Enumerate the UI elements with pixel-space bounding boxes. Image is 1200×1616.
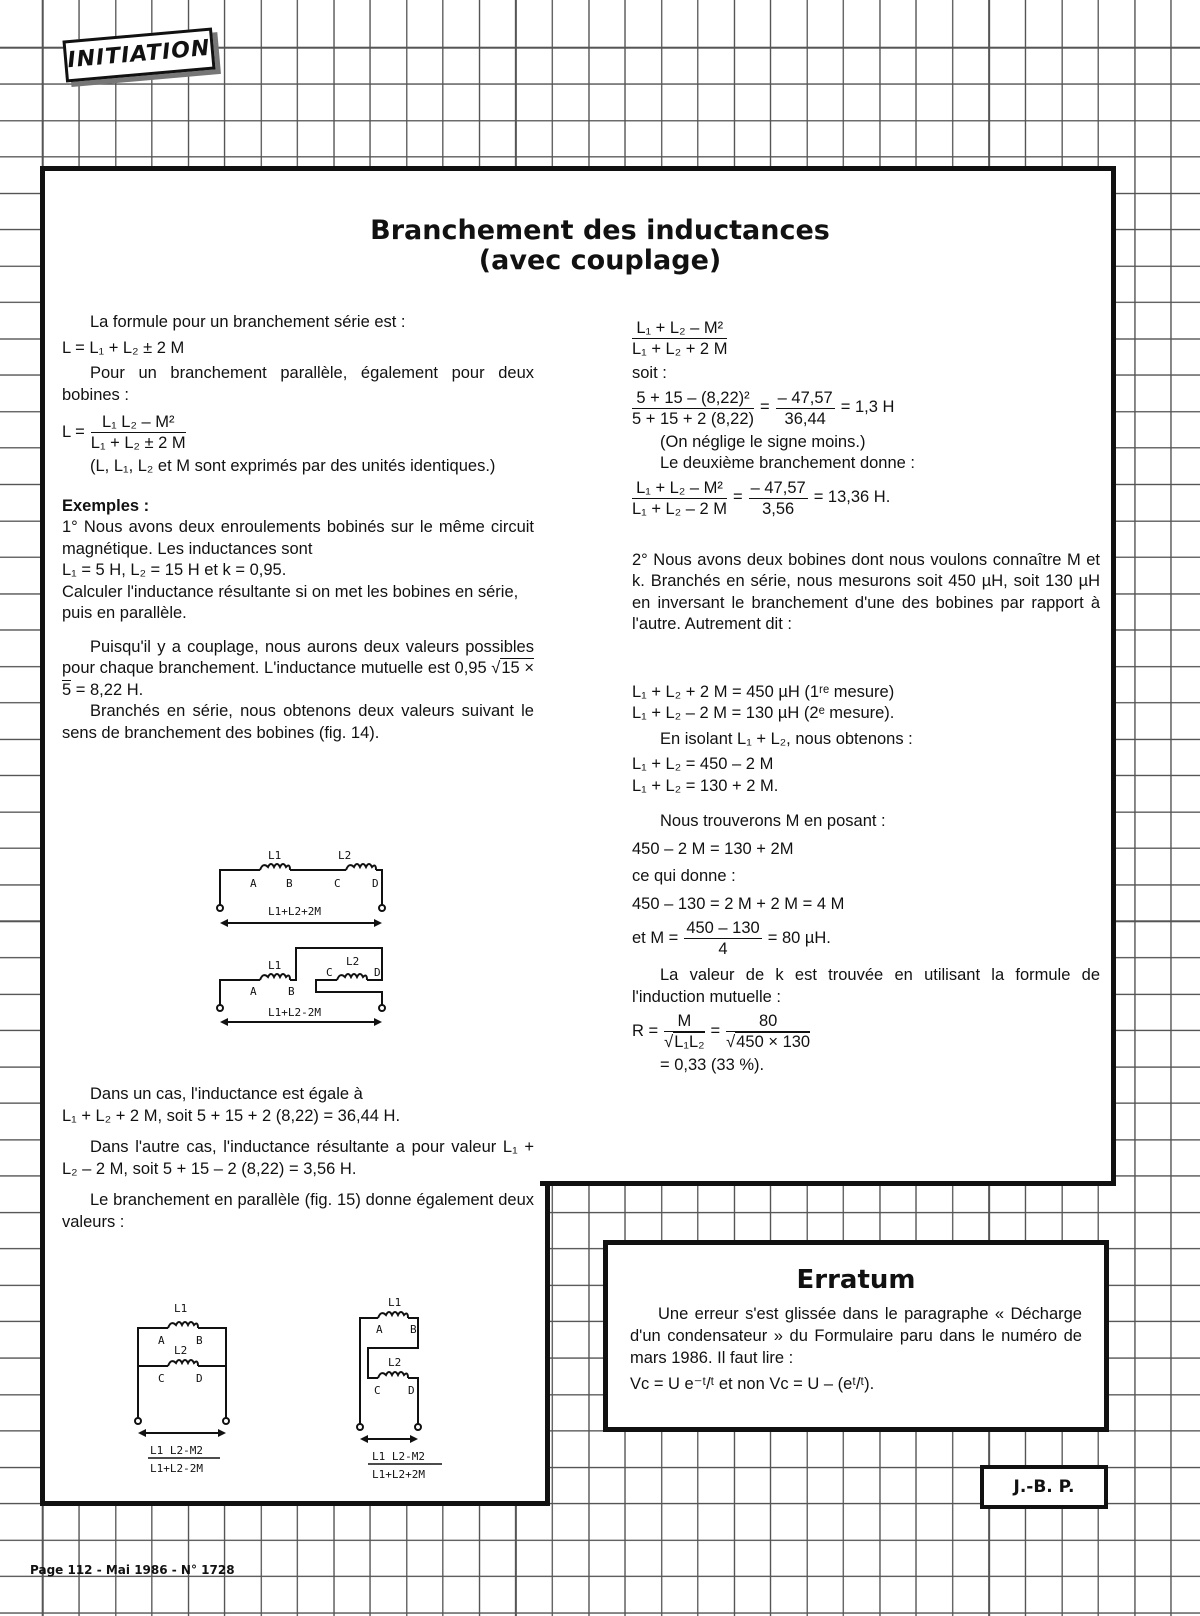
sqrt-term: 15 × 5 [62, 659, 535, 699]
fraction [664, 1011, 704, 1052]
equals: = [710, 1021, 721, 1040]
paragraph: (L, L₁, L₂ et M sont exprimés par des unités identiques.) [90, 457, 496, 475]
fraction [91, 412, 186, 453]
left-column [62, 312, 534, 744]
numerator: – 47,57 [750, 478, 806, 497]
fraction [632, 318, 727, 359]
section-badge: INITIATION [62, 28, 215, 83]
fraction [726, 1011, 810, 1052]
fraction [684, 918, 761, 959]
svg-text:D: D [374, 966, 381, 979]
numerator: L₁ + L₂ – M² [632, 478, 727, 499]
svg-text:L1+L2+2M: L1+L2+2M [372, 1468, 425, 1481]
paragraph: Le branchement en parallèle (fig. 15) donne également deux valeurs : [62, 1191, 534, 1231]
figure-14-series-circuits [210, 845, 400, 1035]
result: = 80 µH. [767, 928, 831, 947]
erratum-formula: Vc = U e⁻ᵗ/ᵗ et non Vc = U – (eᵗ/ᵗ). [630, 1375, 875, 1393]
text: soit : [632, 364, 667, 382]
denominator: √L₁L₂ [664, 1033, 705, 1051]
fraction [632, 388, 754, 429]
denominator: L₁ + L₂ – 2 M [632, 499, 727, 518]
equation-series: L = L₁ + L₂ ± 2 M [62, 338, 185, 357]
equation-parallel-1 [632, 388, 1100, 429]
fraction [776, 388, 835, 429]
erratum-text: Une erreur s'est glissée dans le paragraphe « Décharge d'un condensateur » du Formulaire paru dans le numéro de mars 1986. Il faut lire : [630, 1305, 1082, 1367]
paragraph: Dans un cas, l'inductance est égale à [90, 1085, 363, 1103]
numerator: L₁ L₂ – M² [91, 412, 186, 433]
svg-text:C: C [374, 1384, 381, 1397]
denominator: L₁ + L₂ + 2 M [632, 340, 728, 358]
measure-1: L₁ + L₂ + 2 M = 450 µH (1ʳᵉ mesure) [632, 682, 895, 701]
numerator: 80 [726, 1011, 810, 1032]
figure-15-parallel-circuits [128, 1298, 468, 1488]
equation-k [632, 1011, 1100, 1052]
sqrt-term: L₁L₂ [674, 1033, 705, 1051]
equation: L₁ + L₂ = 130 + 2 M. [632, 776, 779, 795]
numerator: M [664, 1011, 704, 1032]
svg-text:L1+L2-2M: L1+L2-2M [150, 1462, 203, 1475]
svg-text:A: A [250, 985, 257, 998]
denominator: 4 [718, 940, 728, 958]
article-title [300, 216, 900, 276]
paragraph: Branchés en série, nous obtenons deux valeurs suivant le sens de branchement des bobines (fig. 14). [62, 702, 534, 742]
paragraph-mutual: Puisqu'il y a couplage, nous aurons deux valeurs possibles pour chaque branchement. L'inductance mutuelle est 0,95 √15 × 5 = 8,22 H. [62, 637, 535, 699]
paragraph: Calculer l'inductance résultante si on met les bobines en série, puis en parallèle. [62, 582, 519, 622]
text: Nous trouverons M en posant : [660, 812, 886, 830]
svg-text:L2: L2 [174, 1344, 188, 1357]
svg-text:B: B [410, 1323, 417, 1336]
denominator: 5 + 15 + 2 (8,22) [632, 409, 755, 428]
paragraph: La formule pour un branchement série est : [90, 313, 406, 331]
measure-2: L₁ + L₂ – 2 M = 130 µH (2ᵉ mesure). [632, 704, 895, 722]
erratum-box [603, 1240, 1109, 1432]
denominator: √450 × 130 [726, 1033, 811, 1051]
result: = 0,33 (33 %). [660, 1056, 765, 1074]
paragraph: Pour un branchement parallèle, également pour deux bobines : [62, 364, 534, 404]
svg-text:C: C [334, 877, 341, 890]
equation: 450 – 130 = 2 M + 2 M = 4 M [632, 894, 845, 913]
erratum-body [608, 1303, 1104, 1395]
svg-text:A: A [250, 877, 257, 890]
title-line-2: (avec couplage) [478, 245, 722, 276]
equation-m [632, 918, 1100, 959]
panel-divider [540, 1181, 1111, 1186]
eq-lhs: et M = [632, 928, 679, 947]
svg-text:D: D [408, 1384, 415, 1397]
equation-parallel [62, 412, 534, 453]
numerator: L₁ + L₂ – M² [632, 318, 727, 339]
text: En isolant L₁ + L₂, nous obtenons : [660, 729, 913, 748]
svg-text:A: A [376, 1323, 383, 1336]
svg-text:C: C [326, 966, 333, 979]
text: Puisqu'il y a couplage, nous aurons deux valeurs possibles pour chaque branchement. L'inductance mutuelle est 0,95 [62, 637, 534, 677]
svg-text:D: D [196, 1372, 203, 1385]
text: Le deuxième branchement donne : [660, 454, 916, 472]
result: = 1,3 H [840, 398, 895, 417]
svg-text:L2: L2 [346, 955, 360, 968]
fraction [632, 478, 727, 519]
equation-parallel-2 [632, 478, 1100, 519]
text: ce qui donne : [632, 867, 736, 885]
svg-text:L1: L1 [268, 959, 282, 972]
svg-text:L1+L2-2M: L1+L2-2M [268, 1006, 321, 1019]
svg-text:B: B [196, 1334, 203, 1347]
denominator: 3,56 [762, 499, 795, 518]
svg-text:L1 L2-M2: L1 L2-M2 [150, 1444, 203, 1457]
denominator: 36,44 [784, 409, 826, 428]
result-series-plus: L₁ + L₂ + 2 M, soit 5 + 15 + 2 (8,22) = 36,44 H. [62, 1106, 401, 1125]
equals: = [760, 398, 770, 417]
paragraph: 1° Nous avons deux enroulements bobinés sur le même circuit magnétique. Les inductances sont [62, 518, 534, 558]
svg-text:A: A [158, 1334, 165, 1347]
numerator: – 47,57 [777, 388, 833, 407]
given-values: L₁ = 5 H, L₂ = 15 H et k = 0,95. [62, 561, 287, 579]
author-signature: J.-B. P. [980, 1465, 1108, 1509]
svg-text:D: D [372, 877, 379, 890]
svg-text:C: C [158, 1372, 165, 1385]
equals: = [732, 488, 743, 507]
eq-lhs: L = [62, 422, 85, 441]
page-footer: Page 112 - Mai 1986 - N° 1728 [30, 1563, 235, 1577]
svg-text:B: B [286, 877, 293, 890]
denominator: L₁ + L₂ ± 2 M [90, 434, 186, 452]
paragraph: Dans l'autre cas, l'inductance résultante a pour valeur L₁ + L₂ – 2 M, soit 5 + 15 – 2 (8,22) = 3,56 H. [62, 1138, 534, 1178]
fraction [749, 478, 808, 519]
right-column [632, 318, 1100, 1077]
eq-lhs: R = [632, 1021, 659, 1040]
numerator: 5 + 15 – (8,22)² [632, 388, 754, 409]
svg-text:L2: L2 [388, 1356, 402, 1369]
paragraph: 2° Nous avons deux bobines dont nous voulons connaître M et k. Branchés en série, nous mesurons soit 450 µH, soit 130 µH en inversant le branchement d'une des bobines par rapport à l'autre. Autrement dit : [632, 550, 1100, 633]
examples-heading: Exemples : [62, 496, 150, 515]
equation: 450 – 2 M = 130 + 2M [632, 839, 794, 858]
svg-text:L1+L2+2M: L1+L2+2M [268, 905, 321, 918]
left-column-lower [62, 1084, 534, 1233]
paragraph: La valeur de k est trouvée en utilisant la formule de l'induction mutuelle : [632, 966, 1100, 1006]
svg-text:L2: L2 [338, 849, 352, 862]
title-line-1: Branchement des inductances [370, 215, 830, 246]
numerator: 450 – 130 [686, 919, 760, 937]
result: = 13,36 H. [813, 488, 891, 507]
svg-text:L1: L1 [268, 849, 282, 862]
erratum-title: Erratum [796, 1265, 916, 1295]
equation: L₁ + L₂ = 450 – 2 M [632, 755, 774, 773]
svg-text:L1: L1 [174, 1302, 188, 1315]
text: = 8,22 H. [75, 680, 144, 699]
sqrt-term: 450 × 130 [736, 1033, 811, 1051]
text: (On néglige le signe moins.) [660, 432, 866, 451]
svg-text:L1: L1 [388, 1298, 402, 1309]
svg-text:L1 L2-M2: L1 L2-M2 [372, 1450, 425, 1463]
svg-text:B: B [288, 985, 295, 998]
